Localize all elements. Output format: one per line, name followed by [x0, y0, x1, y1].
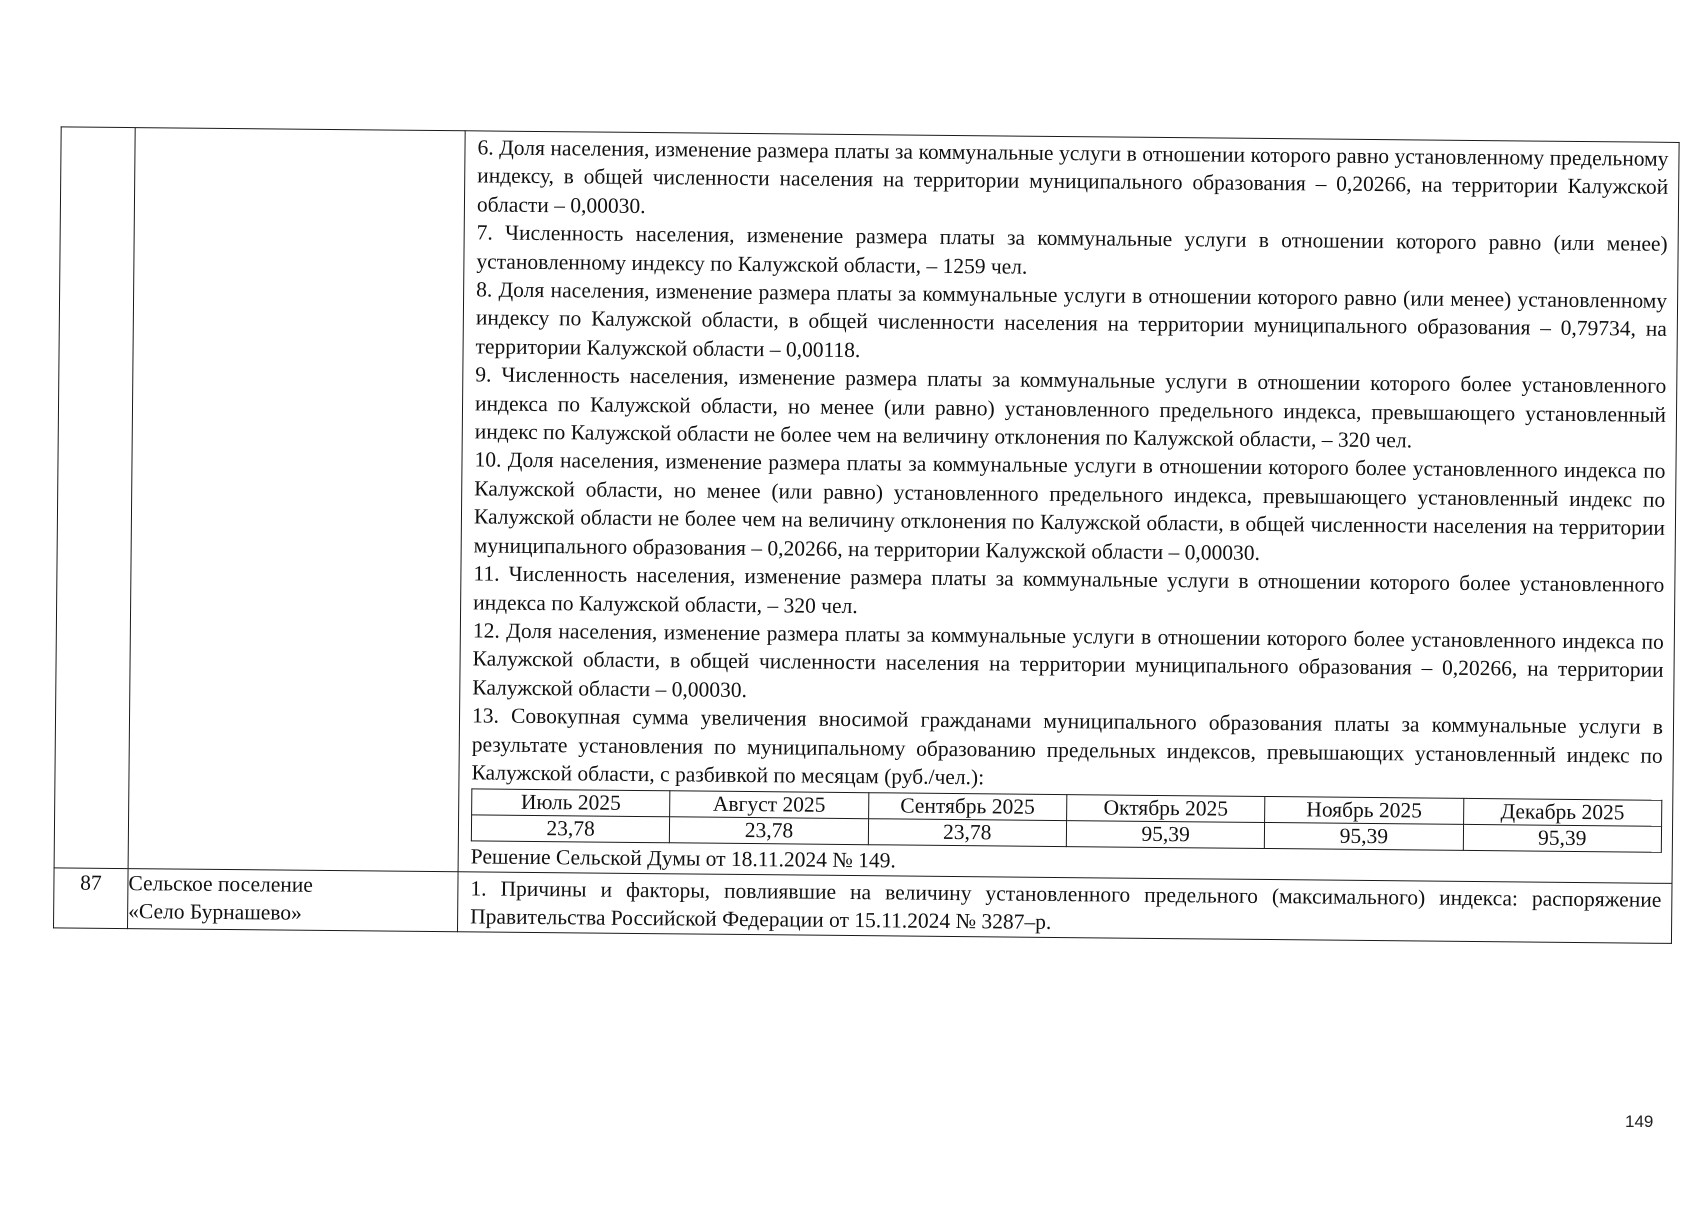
indicator-paragraph-8: 8. Доля населения, изменение размера платы за коммунальные услуги в отношении которого равно (или менее) установленному индексу по Калужской области, в общей численности населения на территории муниципального образования – 0,79734, на территории Калужской области – 0,00118. — [475, 277, 1668, 362]
month-header-july: Июль 2025 — [472, 789, 671, 817]
month-header-august: Август 2025 — [670, 791, 869, 819]
indicator-paragraph-9: 9. Численность населения, изменение размера платы за коммунальные услуги в отношении которого более установленного индекса по Калужской области, но менее (или равно) установленного предельного индекса, превышающего установленный индекс по Калужской области не более чем на величину отклонения по Калужской области, – 320 чел. — [474, 362, 1667, 453]
indicators-cell — [458, 131, 1679, 883]
month-value-december: 95,39 — [1463, 825, 1662, 853]
indicator-paragraph-12: 12. Доля населения, изменение размера платы за коммунальные услуги в отношении которого более установленного индекса по Калужской области, в общей численности населения на территории муниципального образования – 0,20266, на территории Калужской области – 0,00030. — [472, 618, 1664, 702]
indicator-paragraph-10: 10. Доля населения, изменение размера платы за коммунальные услуги в отношении которого более установленного индекса по Калужской области, но менее (или равно) установленного предельного индекса, превышающего установленный индекс по Калужской области не более чем на величину отклонения по Калужской области, в общей численности населения на территории муниципального образования – 0,20266, на территории Калужской области – 0,00030. — [473, 447, 1666, 565]
municipality-name-cell — [128, 128, 465, 872]
indicators-cell-87 — [457, 871, 1672, 942]
page-number: 149 — [1625, 1112, 1654, 1131]
month-header-december: Декабрь 2025 — [1463, 799, 1662, 827]
month-value-november: 95,39 — [1265, 823, 1464, 851]
reason-paragraph-1: 1. Причины и факторы, повлиявшие на величину установленного предельного (максимального) индекса: распоряжение Правительства Российской Федерации от 15.11.2024 № 3287–р. — [470, 876, 1662, 935]
municipality-name-line-2: «Село Бурнашево» — [128, 898, 303, 925]
month-header-september: Сентябрь 2025 — [868, 793, 1067, 821]
month-value-july: 23,78 — [471, 815, 670, 843]
row-number-cell — [54, 127, 135, 868]
month-value-october: 95,39 — [1066, 821, 1265, 849]
indicator-paragraph-6: 6. Доля населения, изменение размера платы за коммунальные услуги в отношении которого равно установленному предельному индексу, в общей численности населения на территории муниципального образования – 0,20266, на территории Калужской области – 0,00030. — [476, 135, 1669, 218]
municipality-name-87 — [128, 868, 459, 931]
month-header-november: Ноябрь 2025 — [1265, 797, 1464, 825]
table-row-continuation — [54, 127, 1679, 883]
month-value-august: 23,78 — [670, 817, 869, 845]
indicator-paragraph-7: 7. Численность населения, изменение размера платы за коммунальные услуги в отношении которого равно (или менее) установленному индексу по Калужской области, – 1259 чел. — [476, 220, 1668, 279]
indicator-paragraph-11: 11. Численность населения, изменение размера платы за коммунальные услуги в отношении которого более установленного индекса по Калужской области, – 320 чел. — [473, 561, 1665, 618]
municipal-index-table — [53, 126, 1680, 943]
month-header-october: Октябрь 2025 — [1067, 795, 1266, 823]
indicator-paragraph-13: 13. Совокупная сумма увеличения вносимой гражданами муниципального образования платы за коммунальные услуги в результате установления по муниципальному образованию предельных индексов, превышающих установленный индекс по Калужской области, с разбивкой по месяцам (руб./чел.): — [471, 703, 1664, 790]
decision-reference: Решение Сельской Думы от 18.11.2024 № 149. — [470, 844, 896, 873]
month-value-september: 23,78 — [868, 819, 1067, 847]
row-number-87: 87 — [54, 868, 129, 929]
municipality-name-line-1: Сельское поселение — [128, 870, 314, 897]
